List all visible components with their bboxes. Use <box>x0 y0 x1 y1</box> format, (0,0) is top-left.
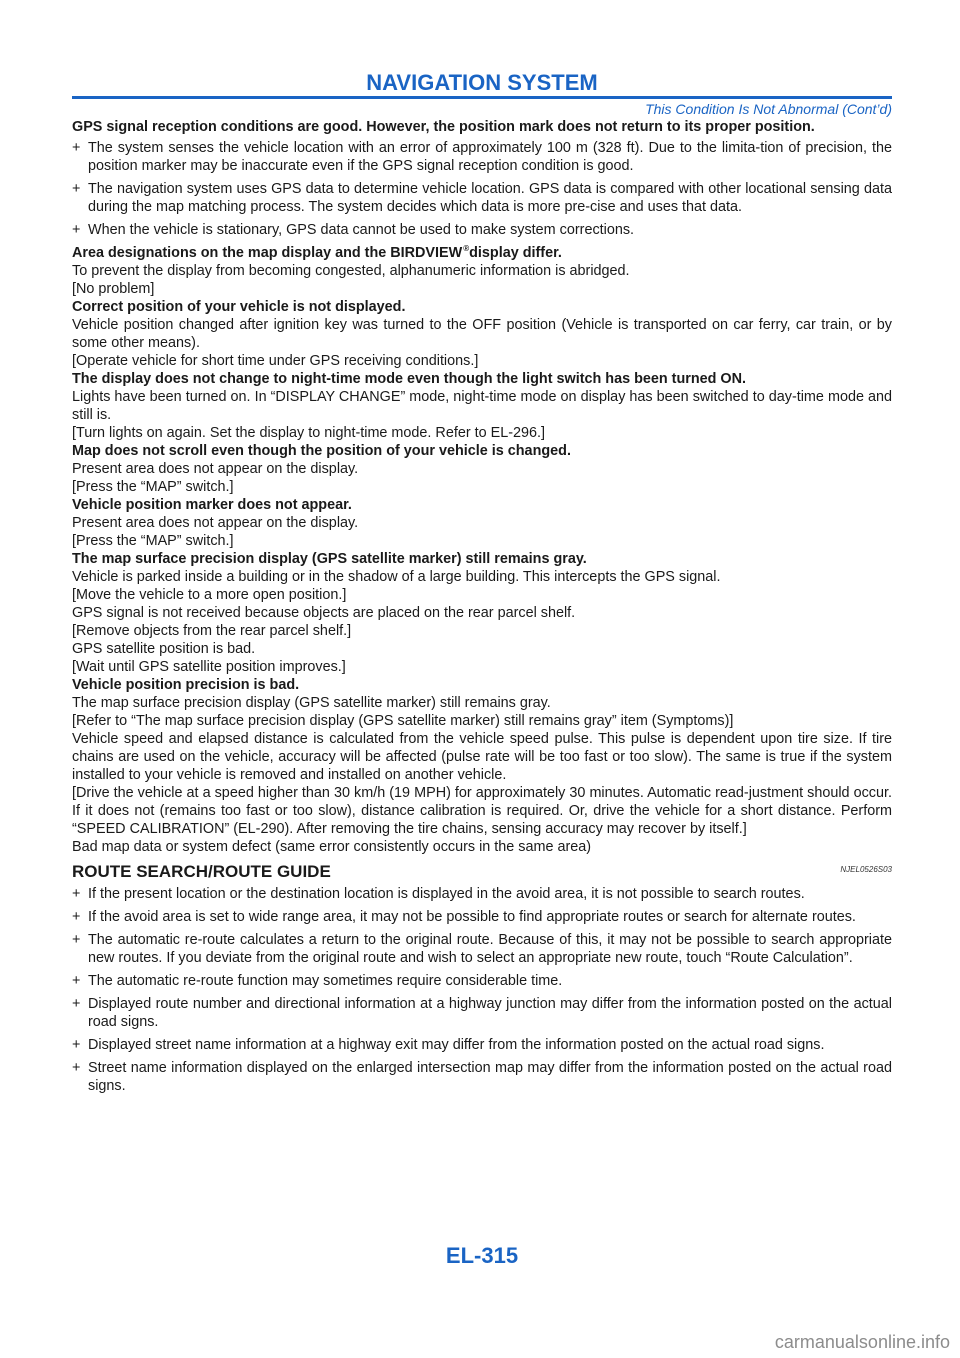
text-line: [Drive the vehicle at a speed higher than 30 km/h (19 MPH) for approximately 30 minutes. Automatic read-justment should occur. If it does not (remains too fast or too slow), distance calibration is required. Or, drive the vehicle for a short distance. Perform “SPEED CALIBRATION” (EL-290). After removing the tire chains, sensing accuracy may recover by itself.] <box>72 785 892 837</box>
header-rule <box>72 96 892 99</box>
bullet-mark: + <box>72 973 81 989</box>
section-code: NJEL0526S03 <box>840 865 892 874</box>
text-line: [No problem] <box>72 281 155 297</box>
text-line: Vehicle position changed after ignition key was turned to the OFF position (Vehicle is transported on car ferry, car train, or by some other means). <box>72 317 892 351</box>
bullet-mark: + <box>72 909 81 925</box>
bullet-item: + Displayed street name information at a highway exit may differ from the information posted on the actual road signs. <box>72 1037 825 1053</box>
section-heading <box>72 862 892 882</box>
symptom-heading: The display does not change to night-time mode even though the light switch has been turned ON. <box>72 371 747 387</box>
text-line: Vehicle is parked inside a building or in the shadow of a large building. This intercepts the GPS signal. <box>72 569 721 585</box>
text-line: GPS signal is not received because objects are placed on the rear parcel shelf. <box>72 605 576 621</box>
bullet-mark: + <box>72 140 81 156</box>
text-line: The map surface precision display (GPS satellite marker) still remains gray. <box>72 695 551 711</box>
text-line: Present area does not appear on the display. <box>72 461 359 477</box>
registered-mark: ® <box>463 244 470 253</box>
text-line: GPS satellite position is bad. <box>72 641 256 657</box>
text-line: Present area does not appear on the display. <box>72 515 359 531</box>
bullet-mark: + <box>72 1060 81 1076</box>
bullet-item: + The automatic re-route calculates a return to the original route. Because of this, it may not be possible to search appropriate new routes. If you deviate from the original route and wish to select an appropriate new route, touch “Route Calculation”. <box>72 932 892 966</box>
bullet-item: + Displayed route number and directional information at a highway junction may differ from the information posted on the actual road signs. <box>72 996 892 1030</box>
bullet-item: + The system senses the vehicle location with an error of approximately 100 m (328 ft). Due to the limita-tion of precision, the position marker may be inaccurate even if the GPS signal reception condition is good. <box>72 140 892 174</box>
bullet-mark: + <box>72 181 81 197</box>
page-content <box>72 118 892 1100</box>
bullet-mark: + <box>72 886 81 902</box>
bullet-mark: + <box>72 1037 81 1053</box>
text-line: Lights have been turned on. In “DISPLAY CHANGE” mode, night-time mode on display has been switched to day-time mode and still is. <box>72 389 892 423</box>
symptom-heading: The map surface precision display (GPS satellite marker) still remains gray. <box>72 551 587 567</box>
symptom-heading: Correct position of your vehicle is not displayed. <box>72 299 406 315</box>
bullet-mark: + <box>72 996 81 1012</box>
bullet-mark: + <box>72 932 81 948</box>
text-line: [Operate vehicle for short time under GPS receiving conditions.] <box>72 353 479 369</box>
page-title: NAVIGATION SYSTEM <box>366 70 598 95</box>
symptom-heading: Map does not scroll even though the position of your vehicle is changed. <box>72 443 571 459</box>
text-line: [Turn lights on again. Set the display to night-time mode. Refer to EL-296.] <box>72 425 546 441</box>
text-line: Bad map data or system defect (same error consistently occurs in the same area) <box>72 839 592 855</box>
text-line: [Remove objects from the rear parcel shelf.] <box>72 623 352 639</box>
text-line: To prevent the display from becoming congested, alphanumeric information is abridged. <box>72 263 630 279</box>
symptom-heading: Area designations on the map display and the BIRDVIEW®display differ. <box>72 244 562 261</box>
bullet-item: + If the avoid area is set to wide range area, it may not be possible to find appropriate routes or search for alternate routes. <box>72 909 856 925</box>
symptom-heading: GPS signal reception conditions are good. However, the position mark does not return to its proper position. <box>72 119 815 135</box>
text-line: [Move the vehicle to a more open position.] <box>72 587 347 603</box>
text-line: [Press the “MAP” switch.] <box>72 533 234 549</box>
bullet-item: + The navigation system uses GPS data to determine vehicle location. GPS data is compared with other locational sensing data during the map matching process. The system decides which data is more pre-cise and uses that data. <box>72 181 892 215</box>
text-line: [Refer to “The map surface precision display (GPS satellite marker) still remains gray” item (Symptoms)] <box>72 713 734 729</box>
symptom-heading: Vehicle position marker does not appear. <box>72 497 352 513</box>
bullet-item: + The automatic re-route function may sometimes require considerable time. <box>72 973 563 989</box>
watermark: carmanualsonline.info <box>774 1332 950 1352</box>
text-line: [Press the “MAP” switch.] <box>72 479 234 495</box>
text-line: [Wait until GPS satellite position improves.] <box>72 659 346 675</box>
page-number: EL-315 <box>445 1243 519 1268</box>
bullet-mark: + <box>72 222 81 238</box>
text-line: Vehicle speed and elapsed distance is calculated from the vehicle speed pulse. This pulse is dependent upon tire size. If tire chains are used on the vehicle, accuracy will be affected (pulse rate will be too fast or too slow). The same is true if the system installed to your vehicle is removed and installed on another vehicle. <box>72 731 892 783</box>
bullet-item: + If the present location or the destination location is displayed in the avoid area, it is not possible to search routes. <box>72 886 805 902</box>
section-title: ROUTE SEARCH/ROUTE GUIDE <box>72 862 331 881</box>
page-subtitle: This Condition Is Not Abnormal (Cont’d) <box>645 101 892 117</box>
bullet-item: + When the vehicle is stationary, GPS data cannot be used to make system corrections. <box>72 222 635 238</box>
page-header <box>72 70 892 96</box>
symptom-heading: Vehicle position precision is bad. <box>72 677 300 693</box>
bullet-item: + Street name information displayed on the enlarged intersection map may differ from the information posted on the actual road signs. <box>72 1060 892 1094</box>
